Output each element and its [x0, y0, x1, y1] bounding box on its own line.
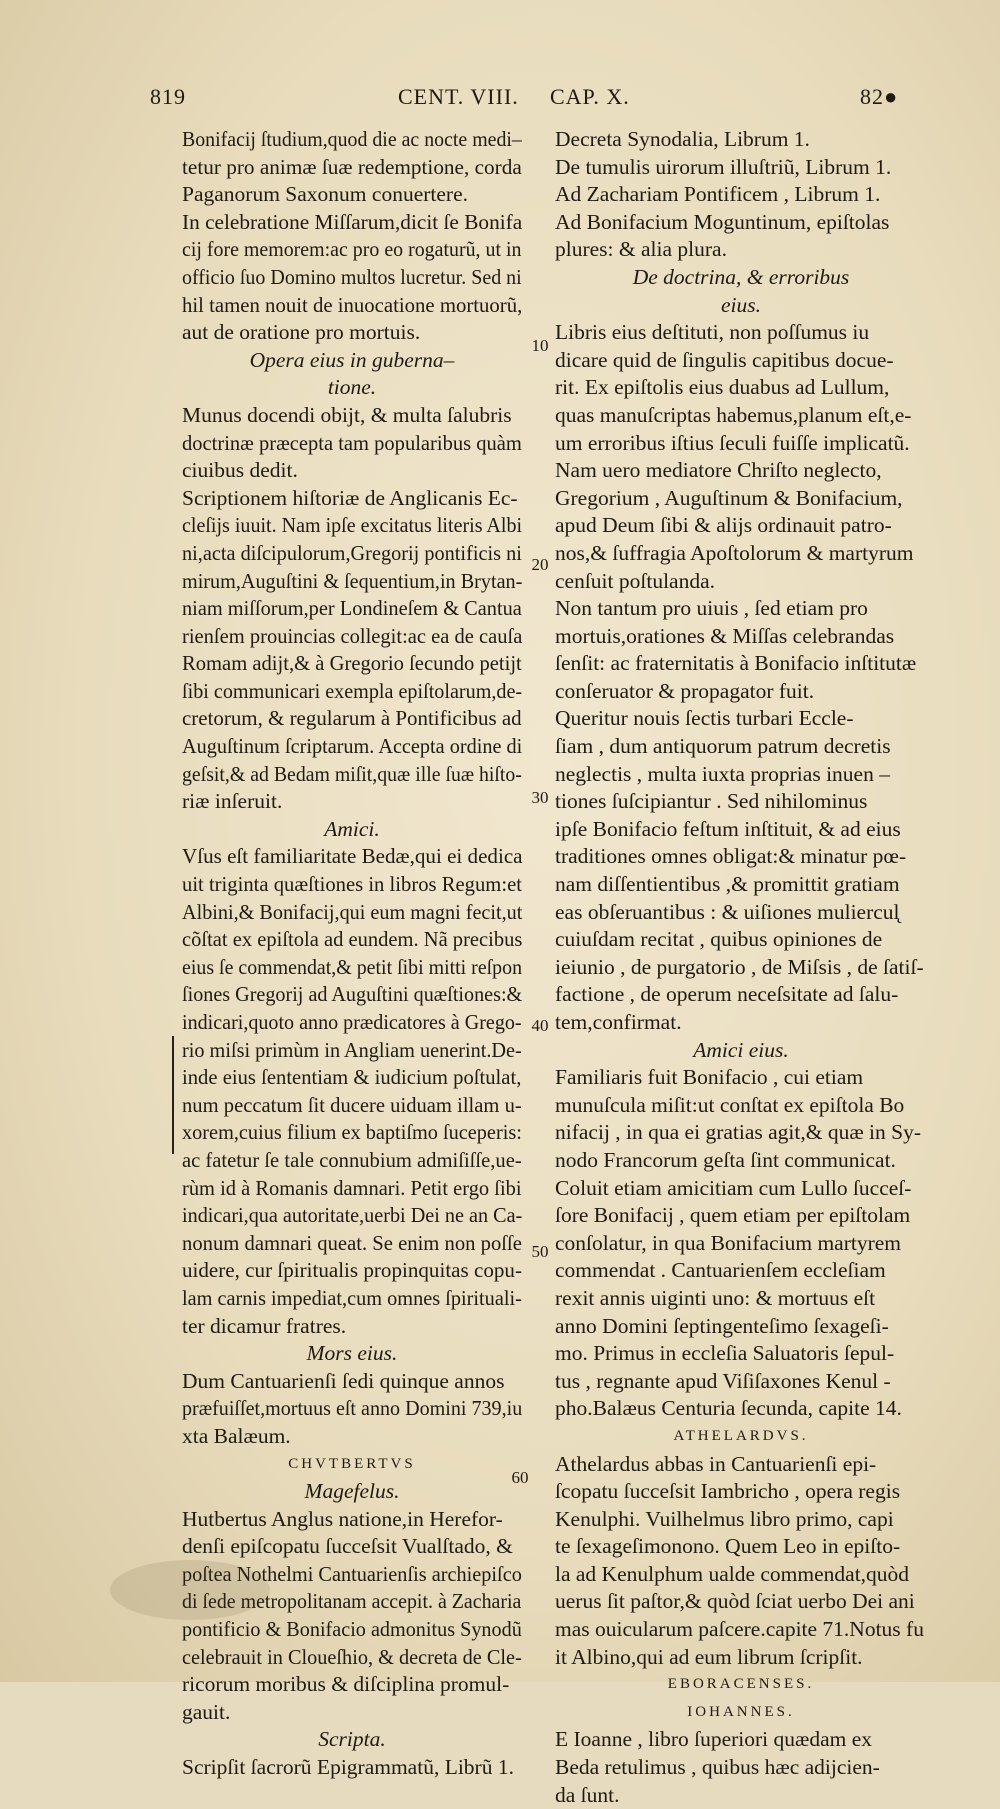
text-line: indicari,qua autoritate,uerbi Dei ne an Ca-: [182, 1203, 523, 1228]
margin-line-number: 20: [531, 555, 549, 574]
text-line: poſtea Nothelmi Cantuarienſis archiepiſco: [182, 1561, 522, 1586]
text-line: Nam uero mediatore Chriſto neglecto,: [555, 458, 882, 483]
text-line: quas manuſcriptas habemus,planum eſt,e-: [555, 402, 912, 427]
text-line: nonum damnari queat. Se enim non poſſe: [182, 1230, 522, 1255]
chapter-label: CAP. X.: [550, 84, 630, 109]
text-line: Ad Bonifacium Moguntinum, epiſtolas: [555, 209, 890, 234]
text-line: munuſcula miſit:ut conſtat ex epiſtola Bo: [555, 1092, 905, 1117]
margin-ink-line: [172, 1036, 174, 1154]
text-line: rùm id à Romanis damnari. Petit ergo ſibi: [182, 1175, 522, 1200]
margin-line-number: 40: [531, 1016, 549, 1035]
text-line: ciuibus dedit.: [182, 458, 298, 483]
text-line: Non tantum pro uiuis , ſed etiam pro: [555, 596, 868, 621]
text-line: conſeruator & propagator fuit.: [555, 678, 815, 703]
text-line: ieiunio , de purgatorio , de Miſsis , de ſatiſ-: [555, 954, 924, 979]
text-line: ſibi communicari exempla epiſtolarum,de-: [182, 678, 523, 703]
text-line: CHVTBERTVS: [288, 1455, 416, 1472]
text-line: Ad Zachariam Pontificem , Librum 1.: [555, 182, 881, 207]
page-number-left: 819: [150, 84, 186, 109]
text-line: ſenſit: ac fraternitatis à Bonifacio inſtitutæ: [555, 651, 917, 676]
text-line: di ſede metropolitanam accepit. à Zacharia: [182, 1589, 522, 1614]
text-line: tem,confirmat.: [555, 1010, 682, 1034]
text-line: lam carnis impediat,cum omnes ſpirituali-: [182, 1285, 522, 1310]
text-line: da ſunt.: [555, 1782, 620, 1807]
text-line: eius ſe commendat,& petit ſibi mitti reſpon: [182, 954, 523, 979]
text-line: Scriptionem hiſtoriæ de Anglicanis Ec-: [182, 485, 518, 510]
text-line: factione , de operum neceſsitate ad ſalu-: [555, 982, 899, 1007]
text-line: De tumulis uirorum illuſtriũ, Librum 1.: [555, 154, 892, 179]
left-column: [182, 126, 522, 1782]
text-line: Bonifacij ſtudium,quod die ac nocte medi–: [182, 127, 522, 151]
text-line: Scripſit ſacrorũ Epigrammatũ, Librũ 1.: [182, 1755, 514, 1780]
text-line: EBORACENSES.: [667, 1676, 815, 1693]
text-line: Hutbertus Anglus natione,in Herefor-: [182, 1506, 503, 1531]
text-line: Scripta.: [318, 1727, 386, 1752]
text-line: De doctrina, & erroribus: [632, 264, 850, 289]
text-line: ni,acta diſcipulorum,Gregorij pontificis ni: [182, 540, 522, 565]
text-line: ATHELARDVS.: [673, 1427, 809, 1444]
text-line: apud Deum ſibi & alijs ordinauit patro-: [555, 513, 892, 538]
text-line: rienſem prouincias collegit:ac ea de cauſa: [182, 623, 523, 648]
text-line: uidere, cur ſpiritualis propinquitas copu-: [182, 1258, 522, 1283]
text-line: cuiuſdam recitat , quibus opiniones de: [555, 927, 883, 952]
text-line: cleſijs iuuit. Nam ipſe excitatus literis Albi: [182, 513, 523, 538]
text-line: indicari,quoto anno prædicatores à Grego-: [182, 1010, 522, 1034]
text-line: mirum,Auguſtini & ſequentium,in Brytan-: [182, 568, 523, 593]
text-line: ter dicamur fratres.: [182, 1313, 347, 1338]
text-line: it Albino,qui ad eum librum ſcripſit.: [555, 1644, 863, 1669]
text-line: plures: & alia plura.: [555, 237, 727, 262]
text-line: Kenulphi. Vuilhelmus libro primo, capi: [555, 1506, 894, 1531]
text-line: num peccatum ſit ducere uiduam illam u-: [182, 1092, 522, 1117]
text-line: cij fore memorem:ac pro eo rogaturũ, ut in: [182, 237, 522, 262]
text-line: gauit.: [182, 1699, 231, 1724]
text-line: rexit annis uiginti uno: & mortuus eſt: [555, 1285, 876, 1310]
text-line: aut de oratione pro mortuis.: [182, 320, 421, 345]
text-line: Magefelus.: [304, 1479, 400, 1504]
text-line: conſolatur, in qua Bonifacium martyrem: [555, 1230, 902, 1255]
text-line: nam diſſentientibus ,& promittit gratiam: [555, 872, 900, 897]
text-line: niam miſſorum,per Londineſem & Cantua: [182, 596, 522, 621]
text-line: In celebratione Miſſarum,dicit ſe Bonifa: [182, 209, 523, 234]
text-line: Queritur nouis ſectis turbari Eccle-: [555, 706, 854, 731]
text-line: nifacij , in qua ei gratias agit,& quæ in Sy-: [555, 1120, 922, 1145]
text-line: IOHANNES.: [687, 1703, 795, 1720]
text-line: doctrinæ præcepta tam popularibus quàm: [182, 430, 522, 455]
text-line: pho.Balæus Centuria ſecunda, capite 14.: [555, 1396, 902, 1421]
text-line: rit. Ex epiſtolis eius duabus ad Lullum,: [555, 375, 890, 400]
text-line: Auguſtinum ſcriptarum. Accepta ordine di: [182, 734, 523, 759]
text-line: Coluit etiam amicitiam cum Lullo ſucceſ-: [555, 1175, 912, 1200]
ink-stain: [110, 1560, 270, 1620]
text-line: commendat . Cantuarienſem eccleſiam: [555, 1258, 886, 1283]
text-line: te ſexageſimonono. Quem Leo in epiſto-: [555, 1534, 901, 1559]
margin-line-number: 10: [531, 336, 549, 355]
text-line: inde eius ſententiam & iudicium poſtulat,: [182, 1065, 522, 1090]
text-line: Opera eius in guberna–: [249, 347, 455, 372]
text-line: eas obſeruantibus : & uiſiones muliercul̨: [555, 899, 900, 924]
text-line: Munus docendi obijt, & multa ſalubris: [182, 402, 512, 427]
text-line: Gregorium , Auguſtinum & Bonifacium,: [555, 485, 903, 510]
text-line: neglectis , multa iuxta proprias inuen –: [555, 761, 890, 786]
margin-line-number: 50: [531, 1242, 549, 1261]
text-line: riæ inſeruit.: [182, 789, 283, 814]
text-line: Albini,& Bonifacij,qui eum magni fecit,ut: [182, 899, 523, 924]
text-line: dicare quid de ſingulis capitibus docue-: [555, 347, 894, 372]
text-line: nodo Francorum geſta ſint communicat.: [555, 1147, 896, 1172]
text-line: tione.: [327, 375, 377, 400]
text-line: eius.: [720, 292, 761, 317]
text-line: Amici.: [324, 816, 380, 841]
text-line: ſiam , dum antiquorum patrum decretis: [555, 734, 891, 759]
text-line: ſcopatu ſucceſsit Iambricho , opera regis: [555, 1479, 901, 1504]
text-line: Beda retulimus , quibus hæc adijcien-: [555, 1755, 880, 1780]
text-line: tetur pro animæ ſuæ redemptione, corda: [182, 154, 522, 179]
text-line: rio miſsi primùm in Angliam uenerint.De-: [182, 1037, 522, 1062]
text-line: Vſus eſt familiaritate Bedæ,qui ei dedica: [182, 844, 523, 869]
text-line: Romam adijt,& à Gregorio ſecundo petijt: [182, 651, 522, 676]
text-line: celebrauit in Cloueſhio, & decreta de Cle-: [182, 1644, 522, 1669]
running-title: CENT. VIII.: [398, 84, 519, 109]
text-line: hil tamen nouit de inuocatione mortuorũ,: [182, 292, 523, 317]
text-line: Decreta Synodalia, Librum 1.: [555, 127, 810, 151]
text-line: uerus ſit paſtor,& quòd ſciat uerbo Dei ani: [555, 1589, 915, 1614]
text-line: Athelardus abbas in Cantuarienſi epi-: [555, 1451, 877, 1476]
text-line: ſore Bonifacij , quem etiam per epiſtolam: [555, 1203, 911, 1228]
text-line: Libris eius deſtituti, non poſſumus iu: [555, 320, 870, 345]
text-line: Mors eius.: [306, 1341, 398, 1366]
text-line: pontificio & Bonifacio admonitus Synodũ: [182, 1617, 522, 1642]
text-line: xorem,cuius filium ex baptiſmo ſuceperis:: [182, 1120, 522, 1145]
text-line: officio ſuo Domino multos lucretur. Sed ni: [182, 264, 522, 289]
text-line: uit triginta quæſtiones in libros Regum:et: [182, 872, 522, 897]
text-line: ſiones Gregorij ad Auguſtini quæſtiones:&: [182, 982, 523, 1007]
text-line: mortuis,orationes & Miſſas celebrandas: [555, 623, 895, 648]
text-line: mo. Primus in eccleſia Saluatoris ſepul-: [555, 1341, 895, 1366]
text-line: xta Balæum.: [182, 1423, 291, 1448]
text-line: cenſuit poſtulanda.: [555, 568, 716, 593]
margin-line-number: 60: [511, 1468, 529, 1487]
text-line: præfuiſſet,mortuus eſt anno Domini 739,iu: [182, 1396, 523, 1421]
text-line: Dum Cantuarienſi ſedi quinque annos: [182, 1368, 505, 1393]
text-line: E Ioanne , libro ſuperiori quædam ex: [555, 1727, 873, 1752]
text-line: ipſe Bonifacio feſtum inſtituit, & ad eius: [555, 816, 901, 841]
text-line: ricorum moribus & diſciplina promul-: [182, 1672, 510, 1697]
text-line: tus , regnante apud Viſiſaxones Kenul -: [555, 1368, 891, 1393]
text-line: denſi epiſcopatu ſucceſsit Vualſtado, &: [182, 1534, 513, 1559]
text-line: Amici eius.: [693, 1037, 789, 1062]
text-line: Familiaris fuit Bonifacio , cui etiam: [555, 1065, 864, 1090]
text-line: cõſtat ex epiſtola ad eundem. Nã precibus: [182, 927, 523, 952]
text-line: mas ouicularum paſcere.capite 71.Notus fu: [555, 1617, 924, 1642]
text-line: um erroribus iſtius ſeculi fuiſſe implicatũ.: [555, 430, 910, 455]
text-line: ac fatetur ſe tale connubium admiſiſſe,ue-: [182, 1147, 522, 1172]
text-line: geſsit,& ad Bedam miſit,quæ ille ſuæ hiſto-: [182, 761, 522, 786]
text-line: tiones ſuſcipiantur . Sed nihilominus: [555, 789, 868, 814]
text-line: anno Domini ſeptingenteſimo ſexageſi-: [555, 1313, 889, 1338]
text-line: traditiones omnes obligat:& minatur pœ-: [555, 844, 907, 869]
page-number-right: 82●: [860, 84, 899, 109]
text-line: cretorum, & regularum à Pontificibus ad: [182, 706, 522, 731]
margin-line-number: 30: [531, 788, 549, 807]
right-column: [555, 126, 927, 1809]
text-line: Paganorum Saxonum conuertere.: [182, 182, 468, 207]
text-line: nos,& ſuffragia Apoſtolorum & martyrum: [555, 540, 914, 565]
running-header: [150, 84, 910, 118]
text-line: la ad Kenulphum ualde commendat,quòd: [555, 1561, 910, 1586]
